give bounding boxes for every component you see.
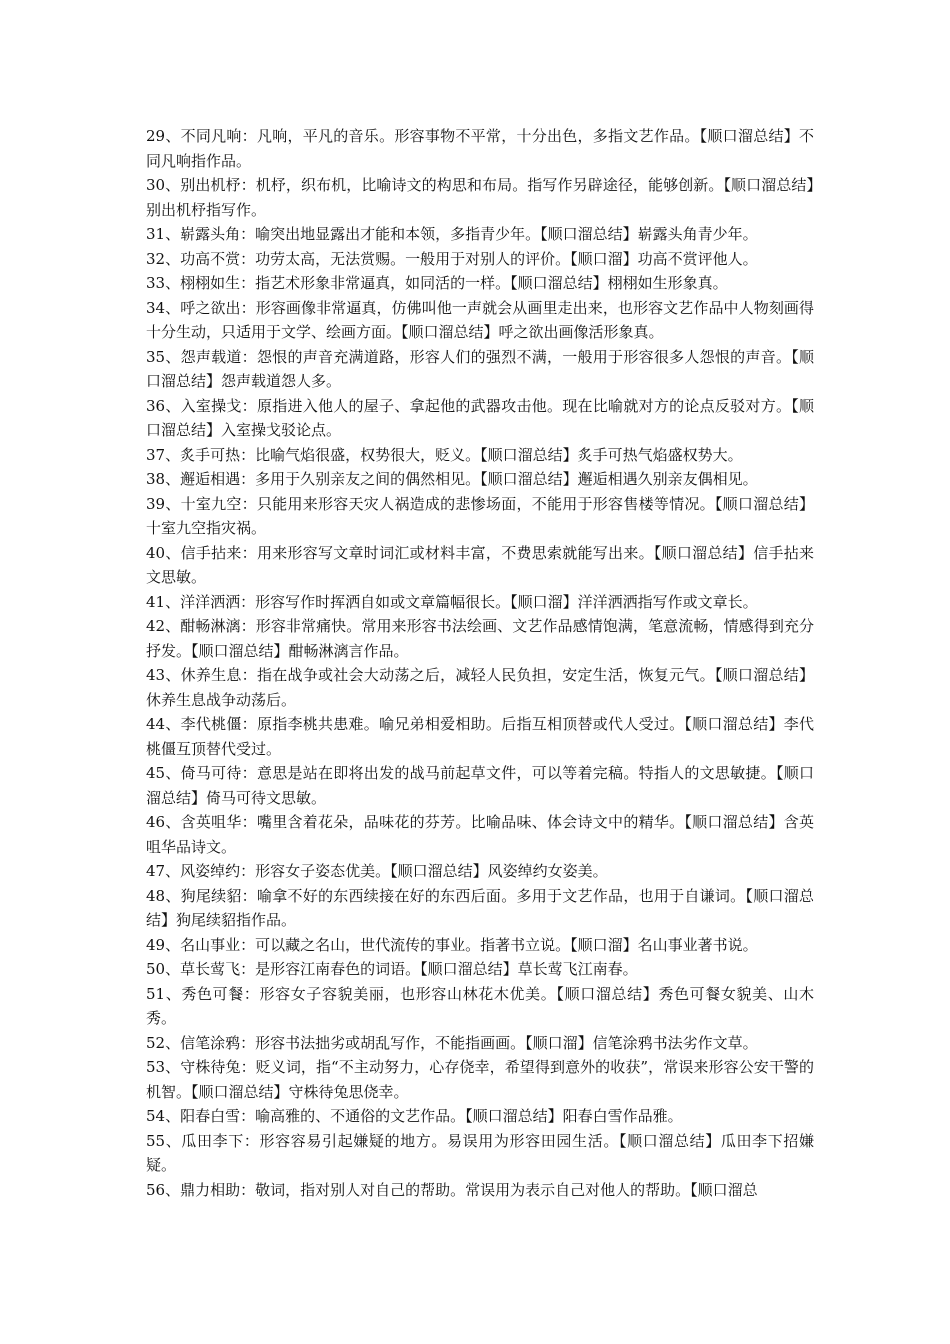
entry-53: 53、守株待兔：贬义词，指“不主动努力，心存侥幸，希望得到意外的收获”，常误来形容公安干警的机智。【顺口溜总结】守株待兔思侥幸。 — [146, 1058, 814, 1101]
entry-48: 48、狗尾续貂：喻拿不好的东西续接在好的东西后面。多用于文艺作品，也用于自谦词。【顺口溜总结】狗尾续貂指作品。 — [146, 886, 814, 929]
entry-50: 50、草长莺飞：是形容江南春色的词语。【顺口溜总结】草长莺飞江南春。 — [146, 960, 638, 978]
entry-41: 41、洋洋洒洒：形容写作时挥洒自如或文章篇幅很长。【顺口溜】洋洋洒洒指写作或文章长。 — [146, 592, 758, 611]
entry-30: 30、别出机杼：机杼，织布机，比喻诗文的构思和布局。指写作另辟途径，能够创新。【顺口溜总结】别出机杼指写作。 — [146, 176, 814, 219]
entry-45: 45、倚马可待：意思是站在即将出发的战马前起草文件，可以等着完稿。特指人的文思敏捷。【顺口溜总结】倚马可待文思敏。 — [146, 764, 814, 807]
entry-42: 42、酣畅淋漓：形容非常痛快。常用来形容书法绘画、文艺作品感情饱满，笔意流畅，情感得到充分抒发。【顺口溜总结】酣畅淋漓言作品。 — [146, 617, 814, 660]
entry-37: 37、炙手可热：比喻气焰很盛，权势很大，贬义。【顺口溜总结】炙手可热气焰盛权势大。 — [146, 445, 743, 464]
entry-47: 47、风姿绰约：形容女子姿态优美。【顺口溜总结】风姿绰约女姿美。 — [146, 862, 608, 880]
entry-29: 29、不同凡响：凡响，平凡的音乐。形容事物不平常，十分出色，多指文艺作品。【顺口溜总结】不同凡响指作品。 — [146, 127, 814, 170]
entry-56: 56、鼎力相助：敬词，指对别人对自己的帮助。常误用为表示自己对他人的帮助。【顺口溜总 — [146, 1180, 758, 1199]
entry-44: 44、李代桃僵：原指李桃共患难。喻兄弟相爱相助。后指互相顶替或代人受过。【顺口溜总结】李代桃僵互顶替代受过。 — [146, 715, 814, 758]
entry-35: 35、怨声载道：怨恨的声音充满道路，形容人们的强烈不满，一般用于形容很多人怨恨的声音。【顺口溜总结】怨声载道怨人多。 — [146, 347, 814, 390]
entry-49: 49、名山事业：可以藏之名山，世代流传的事业。指著书立说。【顺口溜】名山事业著书说。 — [146, 935, 758, 954]
entry-39: 39、十室九空：只能用来形容天灾人祸造成的悲惨场面，不能用于形容售楼等情况。【顺口溜总结】十室九空指灾祸。 — [146, 494, 814, 537]
entry-43: 43、休养生息：指在战争或社会大动荡之后，减轻人民负担，安定生活，恢复元气。【顺口溜总结】休养生息战争动荡后。 — [146, 666, 814, 709]
entry-54: 54、阳春白雪：喻高雅的、不通俗的文艺作品。【顺口溜总结】阳春白雪作品雅。 — [146, 1107, 683, 1125]
entry-40: 40、信手拈来：用来形容写文章时词汇或材料丰富，不费思索就能写出来。【顺口溜总结】信手拈来文思敏。 — [146, 543, 814, 586]
entry-32: 32、功高不赏：功劳太高，无法赏赐。一般用于对别人的评价。【顺口溜】功高不赏评他人。 — [146, 249, 758, 268]
entry-38: 38、邂逅相遇：多用于久别亲友之间的偶然相见。【顺口溜总结】邂逅相遇久别亲友偶相见。 — [146, 470, 758, 488]
entry-51: 51、秀色可餐：形容女子容貌美丽，也形容山林花木优美。【顺口溜总结】秀色可餐女貌美、山木秀。 — [146, 984, 814, 1027]
document-body — [146, 124, 814, 1202]
entry-34: 34、呼之欲出：形容画像非常逼真，仿佛叫他一声就会从画里走出来，也形容文艺作品中人物刻画得十分生动，只适用于文学、绘画方面。【顺口溜总结】呼之欲出画像活形象真。 — [146, 298, 814, 341]
entry-36: 36、入室操戈：原指进入他人的屋子、拿起他的武器攻击他。现在比喻就对方的论点反驳对方。【顺口溜总结】入室操戈驳论点。 — [146, 396, 814, 439]
entry-31: 31、崭露头角：喻突出地显露出才能和本领，多指青少年。【顺口溜总结】崭露头角青少年。 — [146, 225, 758, 243]
entry-33: 33、栩栩如生：指艺术形象非常逼真，如同活的一样。【顺口溜总结】栩栩如生形象真。 — [146, 274, 728, 292]
entry-46: 46、含英咀华：嘴里含着花朵，品味花的芬芳。比喻品味、体会诗文中的精华。【顺口溜总结】含英咀华品诗文。 — [146, 813, 814, 856]
entry-55: 55、瓜田李下：形容容易引起嫌疑的地方。易误用为形容田园生活。【顺口溜总结】瓜田李下招嫌疑。 — [146, 1131, 814, 1174]
entry-52: 52、信笔涂鸦：形容书法拙劣或胡乱写作，不能指画画。【顺口溜】信笔涂鸦书法劣作文草。 — [146, 1033, 758, 1052]
